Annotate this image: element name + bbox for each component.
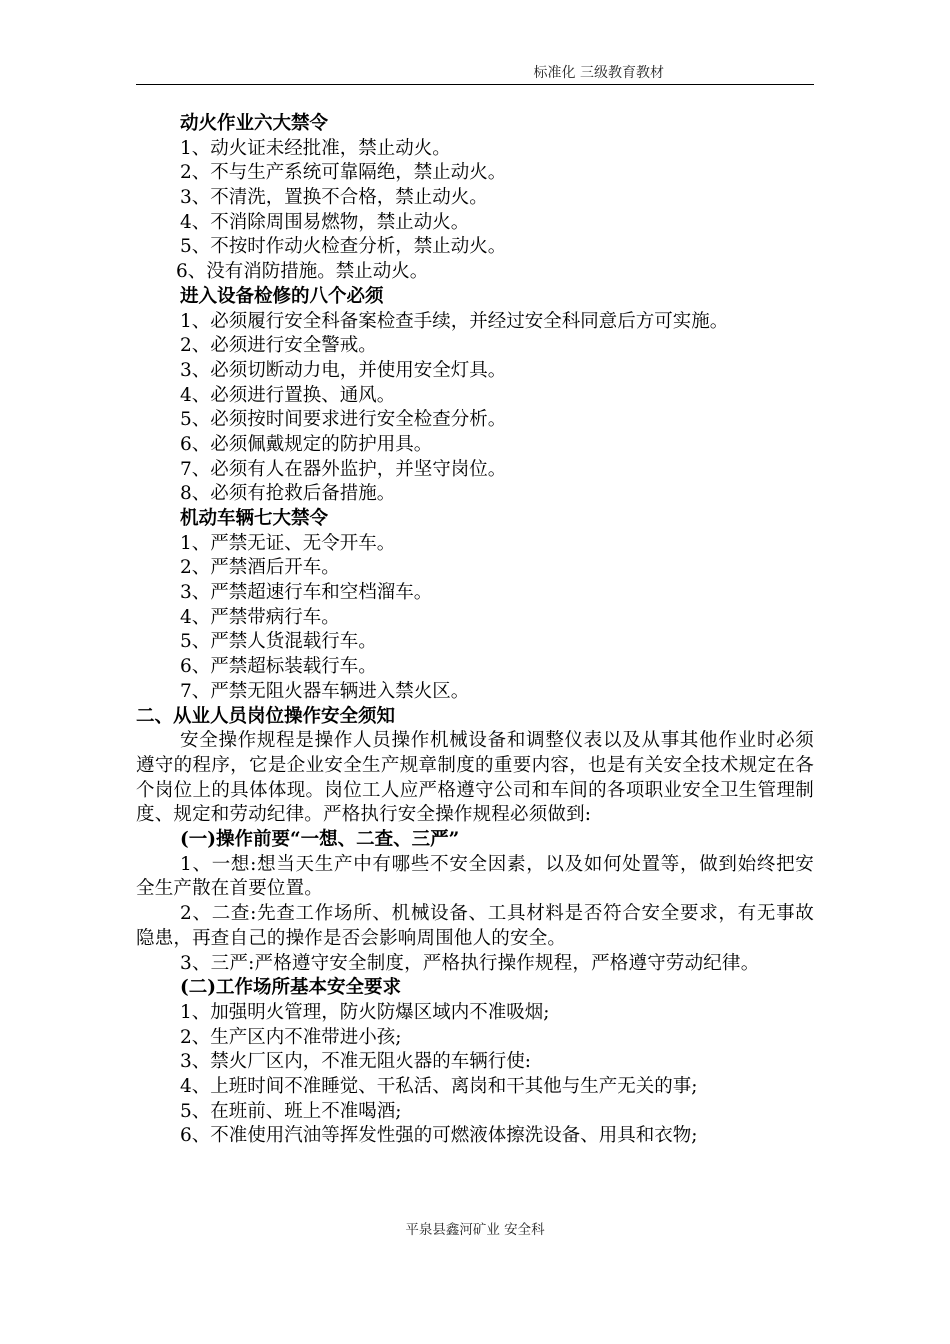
list-item: 3、必须切断动力电，并使用安全灯具。 [180, 359, 507, 381]
page-header [136, 60, 814, 85]
list-item: 4、必须进行置换、通风。 [180, 384, 396, 406]
list-item: 3、严禁超速行车和空档溜车。 [180, 582, 433, 604]
list-item: 3、禁火厂区内，不准无阻火器的车辆行使: [180, 1051, 532, 1073]
list-item: 4、不消除周围易燃物，禁止动火。 [180, 211, 470, 233]
section-title-two: 二、从业人员岗位操作安全须知 [136, 705, 396, 727]
page-footer [0, 1218, 950, 1238]
list-item: 6、必须佩戴规定的防护用具。 [180, 433, 433, 455]
list-item: 2、必须进行安全警戒。 [180, 335, 377, 357]
subsection-title-1: (一)操作前要“一想、二查、三严” [180, 829, 460, 850]
list-item: 8、必须有抢救后备措施。 [180, 483, 396, 505]
section-title-repair: 进入设备检修的八个必须 [180, 285, 384, 307]
list-item: 1、加强明火管理，防火防爆区域内不准吸烟; [180, 1001, 550, 1023]
list-item: 4、上班时间不准睡觉、干私活、离岗和干其他与生产无关的事; [180, 1075, 698, 1097]
list-item: 3、不清洗，置换不合格，禁止动火。 [180, 187, 488, 209]
list-item: 5、严禁人货混载行车。 [180, 631, 377, 653]
subsection-title-2: (二)工作场所基本安全要求 [180, 977, 402, 999]
list-item: 4、严禁带病行车。 [180, 606, 340, 628]
paragraph: 3、三严:严格遵守安全制度，严格执行操作规程，严格遵守劳动纪律。 [180, 952, 760, 974]
list-item: 7、严禁无阻火器车辆进入禁火区。 [180, 680, 470, 702]
list-item: 5、在班前、班上不准喝酒; [180, 1100, 402, 1122]
list-item: 1、严禁无证、无令开车。 [180, 532, 396, 554]
subsection-1-body [136, 853, 814, 977]
document-body [136, 112, 814, 1149]
list-item: 1、必须履行安全科备案检查手续，并经过安全科同意后方可实施。 [180, 310, 729, 332]
list-item: 1、动火证未经批准，禁止动火。 [180, 137, 451, 159]
paragraph: 2、二查:先查工作场所、机械设备、工具材料是否符合安全要求，有无事故隐患，再查自己的操作是否会影响周围他人的安全。 [136, 903, 814, 949]
list-item: 6、不准使用汽油等挥发性强的可燃液体擦洗设备、用具和衣物; [180, 1125, 698, 1147]
list-item: 7、必须有人在器外监护，并坚守岗位。 [180, 458, 507, 480]
list-item: 2、不与生产系统可靠隔绝，禁止动火。 [180, 162, 507, 184]
section-title-vehicle: 机动车辆七大禁令 [180, 508, 329, 529]
intro-text: 安全操作规程是操作人员操作机械设备和调整仪表以及从事其他作业时必须遵守的程序，它是企业安全生产规章制度的重要内容，也是有关安全技术规定在各个岗位上的具体体现。岗位工人应严格遵守公司和车间的各项职业安全卫生管理制度、规定和劳动纪律。严格执行安全操作规程必须做到: [136, 730, 814, 826]
list-item: 6、没有消防措施。禁止动火。 [176, 261, 429, 283]
intro-paragraph [136, 729, 814, 828]
list-item: 5、不按时作动火检查分析，禁止动火。 [180, 236, 507, 258]
header-text: 标准化 三级教育教材 [533, 65, 664, 81]
list-item: 2、严禁酒后开车。 [180, 557, 340, 579]
list-item: 6、严禁超标装载行车。 [180, 656, 377, 678]
paragraph: 1、一想:想当天生产中有哪些不安全因素，以及如何处置等，做到始终把安全生产散在首要位置。 [136, 853, 814, 900]
footer-text: 平泉县鑫河矿业 安全科 [405, 1222, 545, 1238]
section-title-fire: 动火作业六大禁令 [180, 113, 329, 134]
list-item: 2、生产区内不准带进小孩; [180, 1026, 402, 1048]
list-item: 5、必须按时间要求进行安全检查分析。 [180, 409, 507, 431]
